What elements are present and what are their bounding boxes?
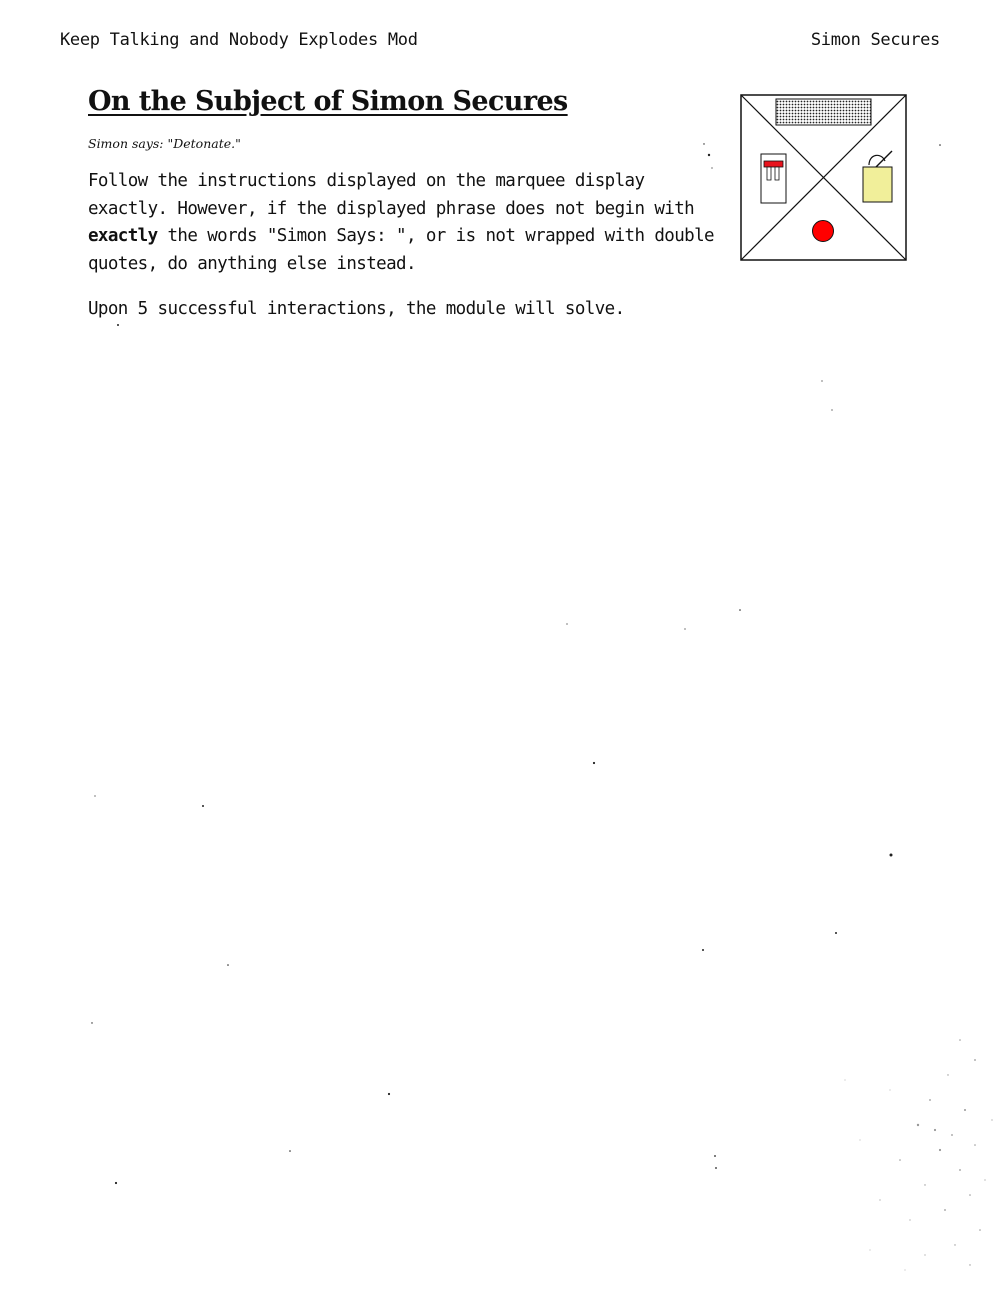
solve-condition-paragraph: Upon 5 successful interactions, the module will solve. [88, 299, 625, 319]
header-left-text: Keep Talking and Nobody Explodes Mod [60, 30, 418, 50]
header-right-text: Simon Secures [810, 30, 940, 50]
marquee-display-icon [776, 99, 871, 125]
page-title: On the Subject of Simon Secures [88, 86, 568, 117]
flavor-text: Simon says: "Detonate." [88, 136, 241, 151]
instructions-emphasis: exactly [88, 226, 158, 246]
red-button-icon [813, 221, 834, 242]
instructions-text-end: the words "Simon Says: ", or is not wrapped with double quotes, do anything else instead. [88, 226, 714, 274]
instructions-paragraph [88, 168, 718, 278]
instructions-text-start: Follow the instructions displayed on the marquee display exactly. However, if the displayed phrase does not begin with [88, 171, 695, 219]
lever-switch-icon [761, 154, 786, 203]
module-diagram [740, 94, 907, 261]
